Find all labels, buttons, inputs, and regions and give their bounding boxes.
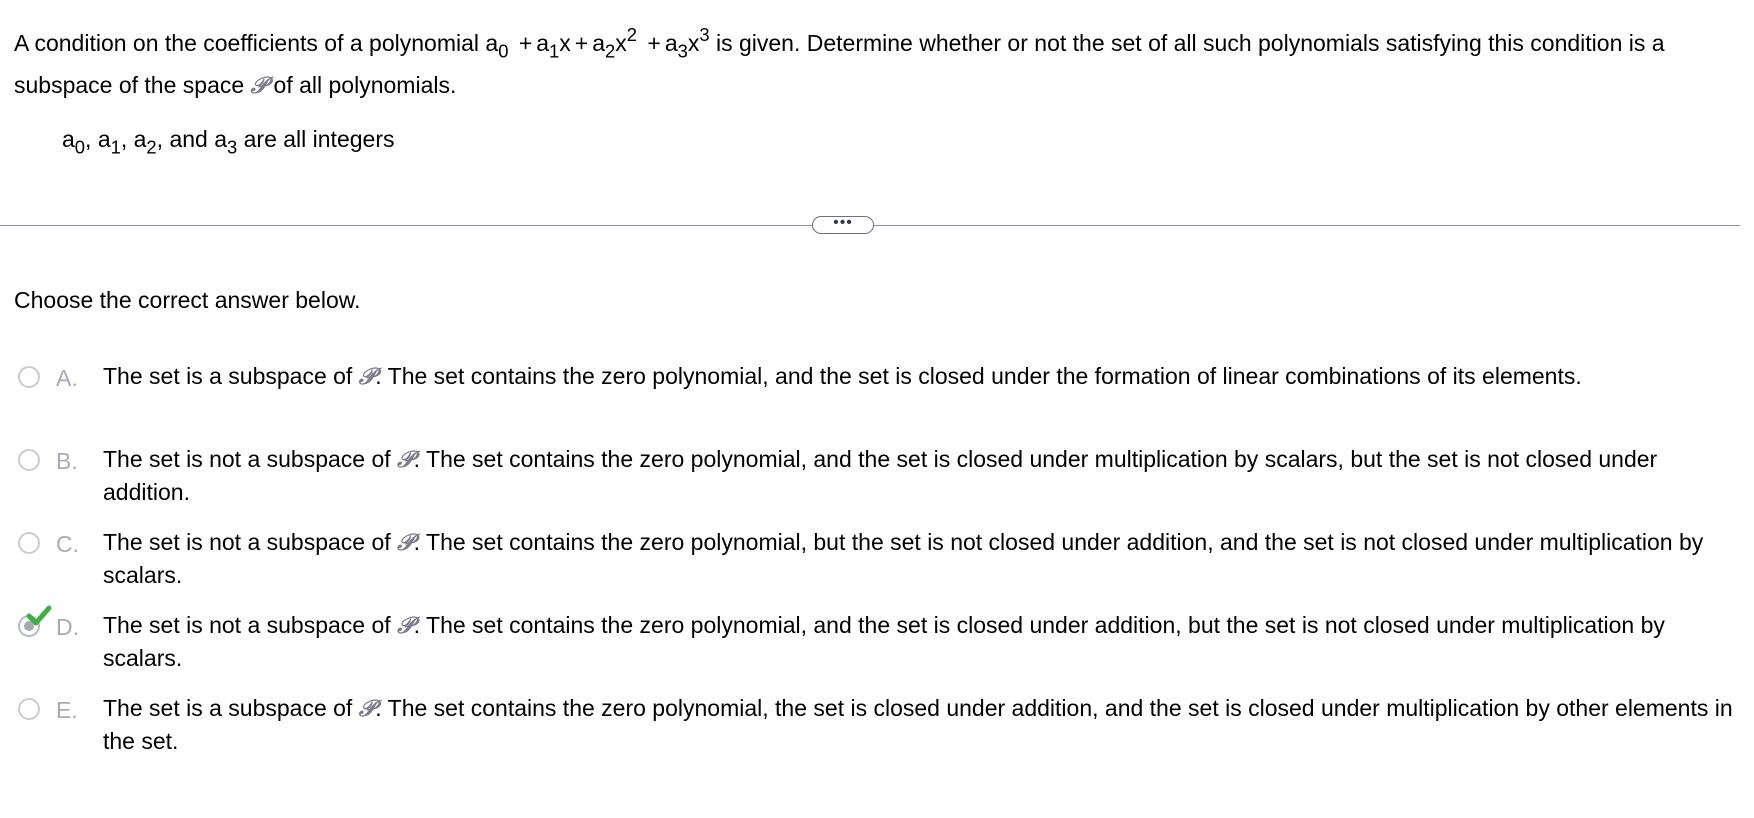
space-symbol: 𝒫 [358,363,376,390]
cond-a0: a [62,126,75,152]
cond-rest: are all integers [243,126,395,152]
answer-prompt: Choose the correct answer below. [14,287,361,313]
question-intro: A condition on the coefficients of a polynomial [14,30,479,56]
plus-1: + [518,30,533,56]
option-c-part2: . The set contains the zero polynomial, but the set is not closed under addition, and the set is not closed under multiplication by scalars. [103,529,1704,588]
option-c[interactable] [0,528,1740,594]
cond-a1: a [97,126,111,152]
option-letter: C. [56,531,79,557]
cond-sub-1: 1 [110,136,121,158]
space-symbol: 𝒫 [250,72,268,99]
option-a[interactable] [0,362,1740,428]
radio-a[interactable] [18,366,40,388]
question-text [14,22,1734,107]
option-letter: D. [56,614,79,640]
option-e-part1: The set is a subspace of [103,695,353,721]
option-b-part1: The set is not a subspace of [103,446,391,472]
option-b[interactable] [0,445,1740,511]
option-c-part1: The set is not a subspace of [103,529,391,555]
option-text [103,609,1733,675]
cond-a3: a [214,126,227,152]
cond-comma-1: , [85,126,92,152]
option-letter: B. [56,448,78,474]
option-d-part2: . The set contains the zero polynomial, and the set is closed under addition, but the set is not closed under multiplication by scalars. [103,612,1665,671]
option-text [103,692,1733,758]
option-d-part1: The set is not a subspace of [103,612,391,638]
condition-text [62,126,395,158]
sup-2: 2 [626,23,637,45]
cond-sub-2: 2 [146,136,157,158]
option-e[interactable] [0,694,1740,760]
sub-3: 3 [677,40,688,62]
space-symbol: 𝒫 [397,529,414,556]
plus-2: + [574,30,589,56]
question-ending: of all polynomials. [273,72,457,98]
option-text [103,443,1733,509]
option-text [103,526,1733,592]
sup-3: 3 [699,23,710,45]
sub-2: 2 [605,40,616,62]
option-a-part2: . The set contains the zero polynomial, and the set is closed under the formation of linear combinations of its elements. [375,363,1582,389]
more-options-button[interactable]: ••• [812,216,874,234]
sub-1: 1 [549,40,560,62]
var-x2: x [615,30,627,56]
cond-sub-0: 0 [74,136,86,158]
space-symbol: 𝒫 [358,695,376,722]
option-d[interactable] [0,611,1740,677]
space-symbol: 𝒫 [397,612,414,639]
space-symbol: 𝒫 [397,446,414,473]
cond-comma-3: , [156,126,164,152]
coef-a1: a [536,30,550,56]
coef-a3: a [664,30,678,56]
option-letter: A. [56,365,78,391]
check-icon [26,605,52,627]
var-x3: x [687,30,700,56]
option-a-part1: The set is a subspace of [103,363,353,389]
cond-comma-2: , [120,126,128,152]
radio-e[interactable] [18,698,40,720]
polynomial-expression [485,23,716,62]
var-x1: x [559,30,571,56]
option-text [103,360,1733,393]
sub-0: 0 [498,40,509,62]
plus-3: + [647,30,661,56]
question-after-poly: is given. Determine whether or not the set of all such polynomials satisfying this condition is a subspace of the space [14,30,1665,98]
option-e-part2: . The set contains the zero polynomial, the set is closed under addition, and the set is closed under multiplication by other elements in the set. [103,695,1733,754]
cond-sub-3: 3 [227,136,238,158]
option-b-part2: . The set contains the zero polynomial, and the set is closed under multiplication by scalars, but the set is not closed under addition. [103,446,1658,505]
coef-a0: a [485,30,499,56]
radio-c[interactable] [18,532,40,554]
coef-a2: a [592,30,606,56]
radio-b[interactable] [18,449,40,471]
cond-and: and [169,126,208,152]
option-letter: E. [56,697,78,723]
cond-a2: a [133,126,147,152]
